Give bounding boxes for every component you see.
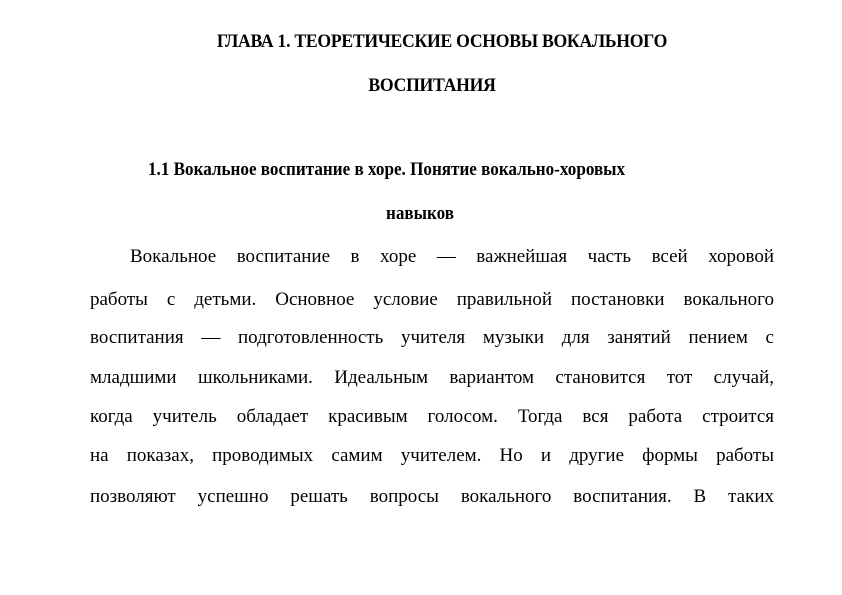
section-title-line-2: навыков [386, 203, 454, 224]
paragraph-line: позволяют успешно решать вопросы вокального воспитания. В таких [90, 486, 774, 507]
paragraph-line: младшими школьниками. Идеальным вариантом становится тот случай, [90, 367, 774, 388]
paragraph-line: работы с детьми. Основное условие правильной постановки вокального [90, 289, 774, 310]
chapter-title-line-2: ВОСПИТАНИЯ [368, 75, 496, 96]
section-title-line-1: 1.1 Вокальное воспитание в хоре. Понятие вокально-хоровых [148, 159, 626, 180]
paragraph-line: когда учитель обладает красивым голосом. Тогда вся работа строится [90, 406, 774, 427]
paragraph-line: Вокальное воспитание в хоре — важнейшая часть всей хоровой [130, 246, 774, 267]
chapter-title-line-1: ГЛАВА 1. ТЕОРЕТИЧЕСКИЕ ОСНОВЫ ВОКАЛЬНОГО [216, 31, 668, 52]
paragraph-line: воспитания — подготовленность учителя музыки для занятий пением с [90, 327, 774, 348]
paragraph-line: на показах, проводимых самим учителем. Но и другие формы работы [90, 445, 774, 466]
